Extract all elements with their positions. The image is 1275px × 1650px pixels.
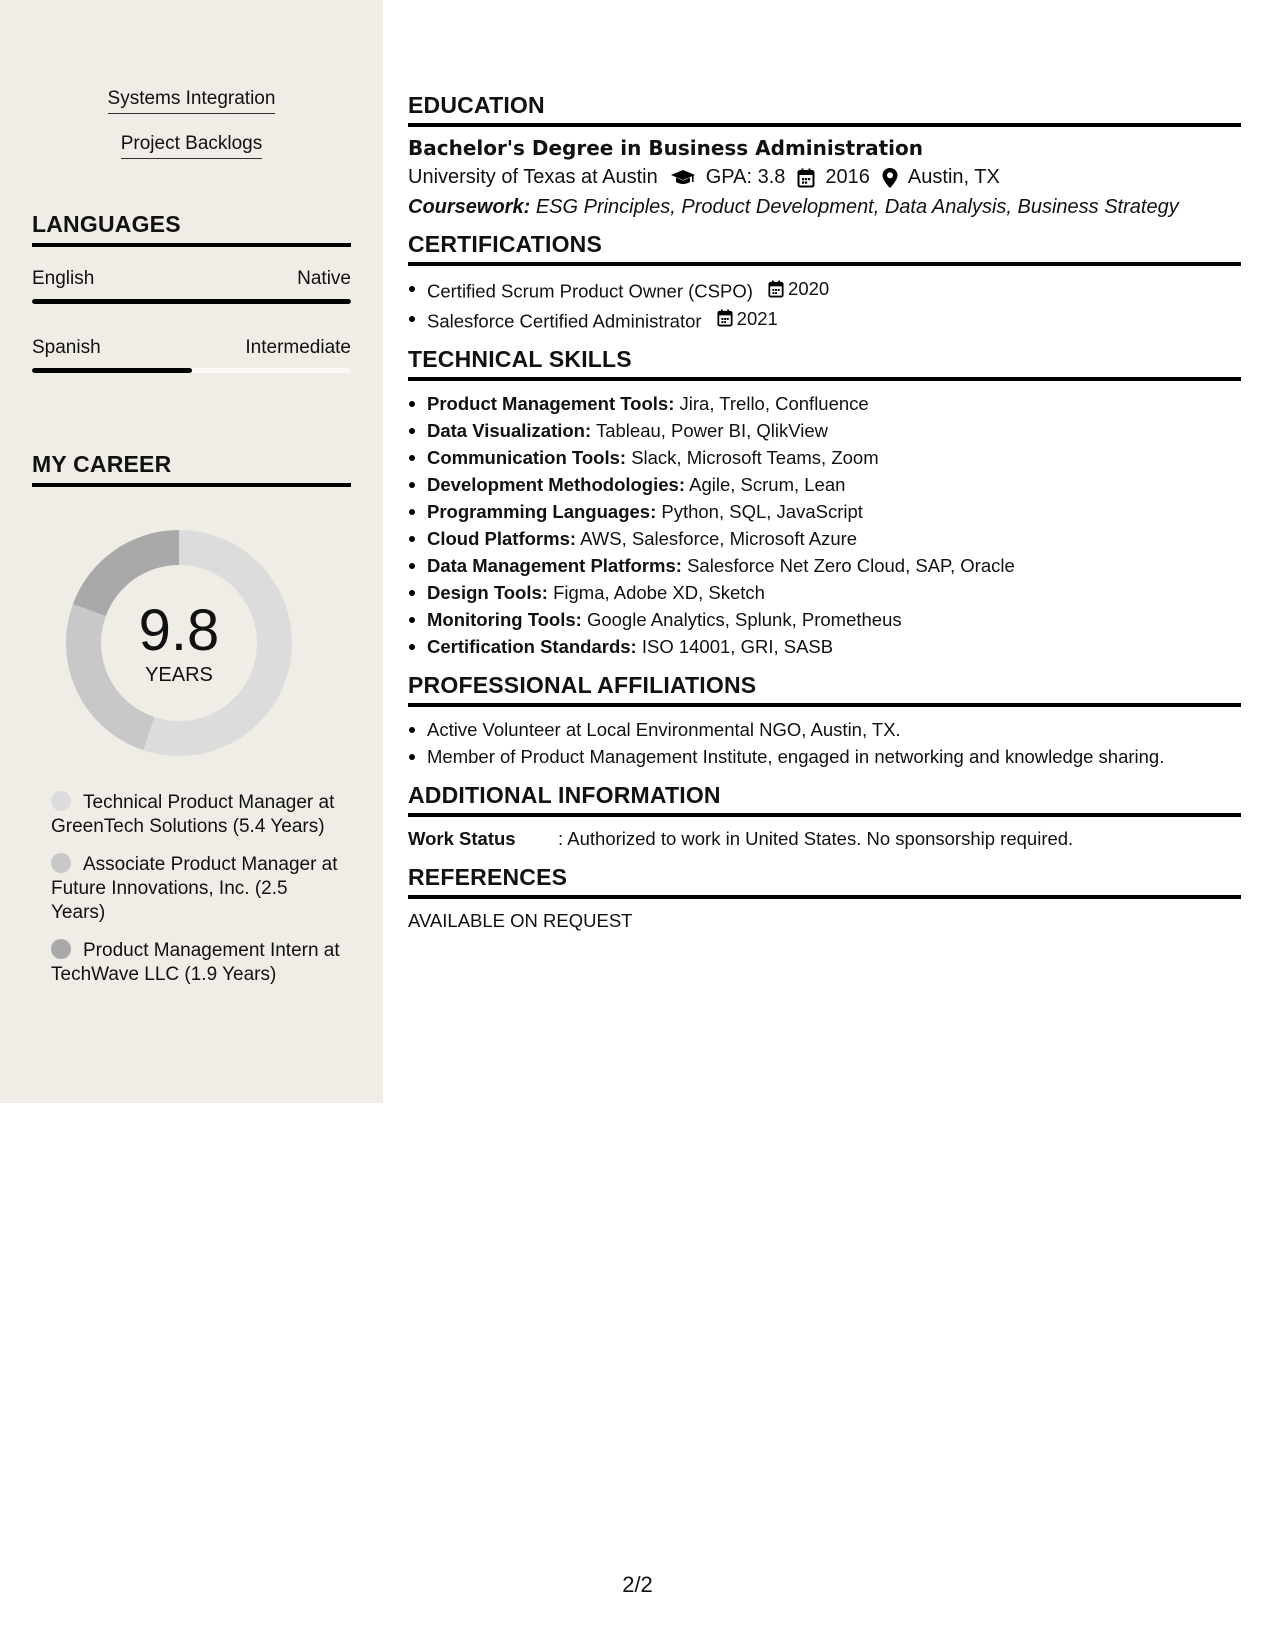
list-item: Programming Languages: Python, SQL, JavaScript — [408, 498, 1241, 525]
coursework-list: ESG Principles, Product Development, Data Analysis, Business Strategy — [535, 196, 1179, 218]
list-item: Monitoring Tools: Google Analytics, Splunk, Prometheus — [408, 606, 1241, 633]
language-row — [32, 337, 351, 359]
language-proficiency-fill — [32, 368, 192, 373]
education-section — [408, 92, 1241, 219]
career-legend — [51, 791, 341, 1001]
list-item: Product Management Tools: Jira, Trello, Confluence — [408, 390, 1241, 417]
references-section — [408, 864, 1241, 934]
school-location: Austin, TX — [907, 166, 1000, 188]
work-status-row — [408, 826, 1241, 852]
language-proficiency-bar — [32, 368, 351, 373]
career-donut-chart — [64, 528, 294, 758]
career-total-unit: YEARS — [145, 663, 213, 686]
languages-heading: LANGUAGES — [32, 211, 351, 247]
technical-skills-section — [408, 346, 1241, 660]
list-item: Data Visualization: Tableau, Power BI, QlikView — [408, 417, 1241, 444]
section-heading: EDUCATION — [408, 92, 1241, 127]
gpa: GPA: 3.8 — [705, 166, 786, 188]
list-item: Certified Scrum Product Owner (CSPO) 2020 — [408, 275, 1241, 305]
work-status-value: : Authorized to work in United States. No sponsorship required. — [558, 828, 1074, 849]
calendar-icon — [768, 280, 784, 298]
list-item: Cloud Platforms: AWS, Salesforce, Microsoft Azure — [408, 525, 1241, 552]
calendar-icon — [797, 168, 815, 188]
certifications-section — [408, 231, 1241, 334]
affiliations-list — [408, 716, 1241, 770]
list-item: Active Volunteer at Local Environmental NGO, Austin, TX. — [408, 716, 1241, 743]
list-item: Certification Standards: ISO 14001, GRI, SASB — [408, 633, 1241, 660]
list-item: Member of Product Management Institute, engaged in networking and knowledge sharing. — [408, 743, 1241, 770]
school-name: University of Texas at Austin — [408, 166, 658, 188]
certification-year: 2020 — [788, 278, 830, 299]
calendar-icon — [717, 309, 733, 327]
work-status-label: Work Status — [408, 828, 516, 849]
legend-dot-icon — [51, 791, 71, 811]
language-level: Native — [297, 268, 351, 289]
language-proficiency-bar — [32, 299, 351, 304]
language-name: English — [32, 268, 95, 289]
additional-info-section — [408, 782, 1241, 852]
list-item: Design Tools: Figma, Adobe XD, Sketch — [408, 579, 1241, 606]
section-heading: CERTIFICATIONS — [408, 231, 1241, 266]
section-heading: PROFESSIONAL AFFILIATIONS — [408, 672, 1241, 707]
legend-dot-icon — [51, 853, 71, 873]
references-text: AVAILABLE ON REQUEST — [408, 910, 633, 931]
list-item: Data Management Platforms: Salesforce Net Zero Cloud, SAP, Oracle — [408, 552, 1241, 579]
list-item: Development Methodologies: Agile, Scrum, Lean — [408, 471, 1241, 498]
skill-tag: Systems Integration — [0, 88, 383, 114]
certification-year: 2021 — [736, 307, 778, 329]
coursework — [408, 196, 1241, 219]
education-details — [408, 166, 1241, 189]
affiliations-section — [408, 672, 1241, 770]
coursework-label: Coursework: — [408, 196, 531, 218]
career-legend-item: Associate Product Manager at Future Innovations, Inc. (2.5 Years) — [51, 854, 338, 923]
section-heading: REFERENCES — [408, 864, 1241, 899]
sidebar — [0, 0, 383, 1103]
degree-title: Bachelor's Degree in Business Administration — [408, 136, 923, 160]
language-proficiency-fill — [32, 299, 351, 304]
language-level: Intermediate — [245, 337, 351, 358]
career-heading: MY CAREER — [32, 451, 351, 487]
certifications-list — [408, 275, 1241, 334]
location-pin-icon — [882, 168, 898, 188]
list-item: Salesforce Certified Administrator 2021 — [408, 305, 1241, 335]
language-row — [32, 268, 351, 290]
graduation-year: 2016 — [825, 166, 870, 188]
page-number: 2/2 — [622, 1572, 653, 1597]
graduation-cap-icon — [670, 169, 696, 187]
technical-skills-list — [408, 390, 1241, 660]
skill-tag: Project Backlogs — [0, 133, 383, 159]
legend-dot-icon — [51, 939, 71, 959]
career-legend-item: Technical Product Manager at GreenTech Solutions (5.4 Years) — [51, 792, 335, 837]
career-total-years: 9.8 — [138, 597, 220, 663]
section-heading: ADDITIONAL INFORMATION — [408, 782, 1241, 817]
main-column — [408, 92, 1241, 946]
donut-center — [64, 528, 294, 758]
career-legend-item: Product Management Intern at TechWave LLC (1.9 Years) — [51, 940, 340, 985]
list-item: Communication Tools: Slack, Microsoft Teams, Zoom — [408, 444, 1241, 471]
section-heading: TECHNICAL SKILLS — [408, 346, 1241, 381]
language-name: Spanish — [32, 337, 101, 358]
